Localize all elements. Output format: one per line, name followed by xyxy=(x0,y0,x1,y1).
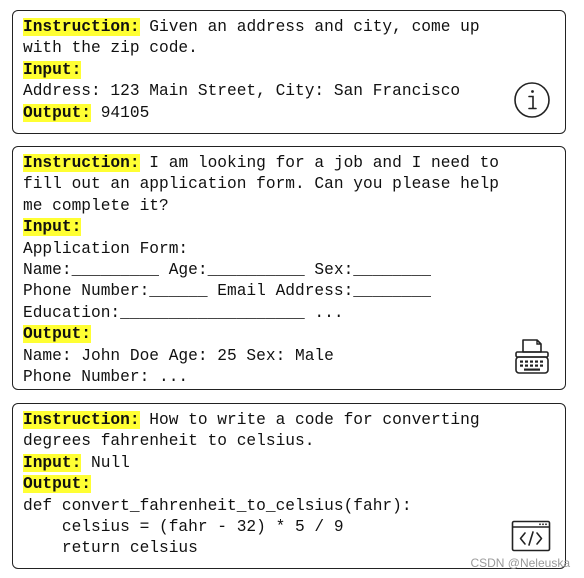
watermark-text: CSDN @Neleuska xyxy=(470,556,570,570)
instruction-line xyxy=(23,153,555,174)
instruction-text: Given an address and city, come up xyxy=(149,18,480,36)
output-text: 94105 xyxy=(100,103,150,122)
example-card-code xyxy=(12,403,566,569)
instruction-text: I am looking for a job and I need to xyxy=(149,154,500,172)
instruction-text-continued: with the zip code. xyxy=(23,39,198,58)
code-window-icon xyxy=(511,520,551,552)
typewriter-icon xyxy=(513,337,551,377)
output-text: Phone Number: ... xyxy=(23,368,189,387)
instruction-text-continued: degrees fahrenheit to celsius. xyxy=(23,432,315,451)
instruction-label: Instruction: xyxy=(23,411,140,429)
input-text: Address: 123 Main Street, City: San Francisco xyxy=(23,82,461,101)
output-line xyxy=(23,324,555,345)
instruction-label: Instruction: xyxy=(23,18,140,36)
output-line xyxy=(23,474,555,495)
output-label: Output: xyxy=(23,103,91,122)
input-text: Name:_________ Age:__________ Sex:________ xyxy=(23,261,431,280)
instruction-line xyxy=(23,17,555,38)
input-label: Input: xyxy=(23,218,82,237)
code-line: def convert_fahrenheit_to_celsius(fahr): xyxy=(23,496,412,515)
input-line xyxy=(23,453,555,474)
instruction-text: How to write a code for converting xyxy=(149,411,480,429)
input-text: Null xyxy=(91,453,130,472)
input-text: Phone Number:______ Email Address:________ xyxy=(23,282,431,301)
input-label: Input: xyxy=(23,60,82,79)
instruction-label: Instruction: xyxy=(23,154,140,172)
output-line xyxy=(23,103,555,124)
output-text: Name: John Doe Age: 25 Sex: Male xyxy=(23,346,334,365)
input-label: Input: xyxy=(23,453,82,472)
code-line: return celsius xyxy=(23,539,198,558)
code-line: celsius = (fahr - 32) * 5 / 9 xyxy=(23,518,344,537)
output-label: Output: xyxy=(23,325,91,344)
instruction-line xyxy=(23,410,555,431)
instruction-text-continued: fill out an application form. Can you please help xyxy=(23,175,499,194)
instruction-text-continued: me complete it? xyxy=(23,196,169,215)
input-text: Education:___________________ ... xyxy=(23,303,344,322)
output-label: Output: xyxy=(23,475,91,494)
input-line xyxy=(23,60,555,81)
info-icon xyxy=(513,81,551,119)
input-line xyxy=(23,217,555,238)
example-card-application-form xyxy=(12,146,566,390)
input-text: Application Form: xyxy=(23,239,189,258)
example-card-zip-code xyxy=(12,10,566,134)
